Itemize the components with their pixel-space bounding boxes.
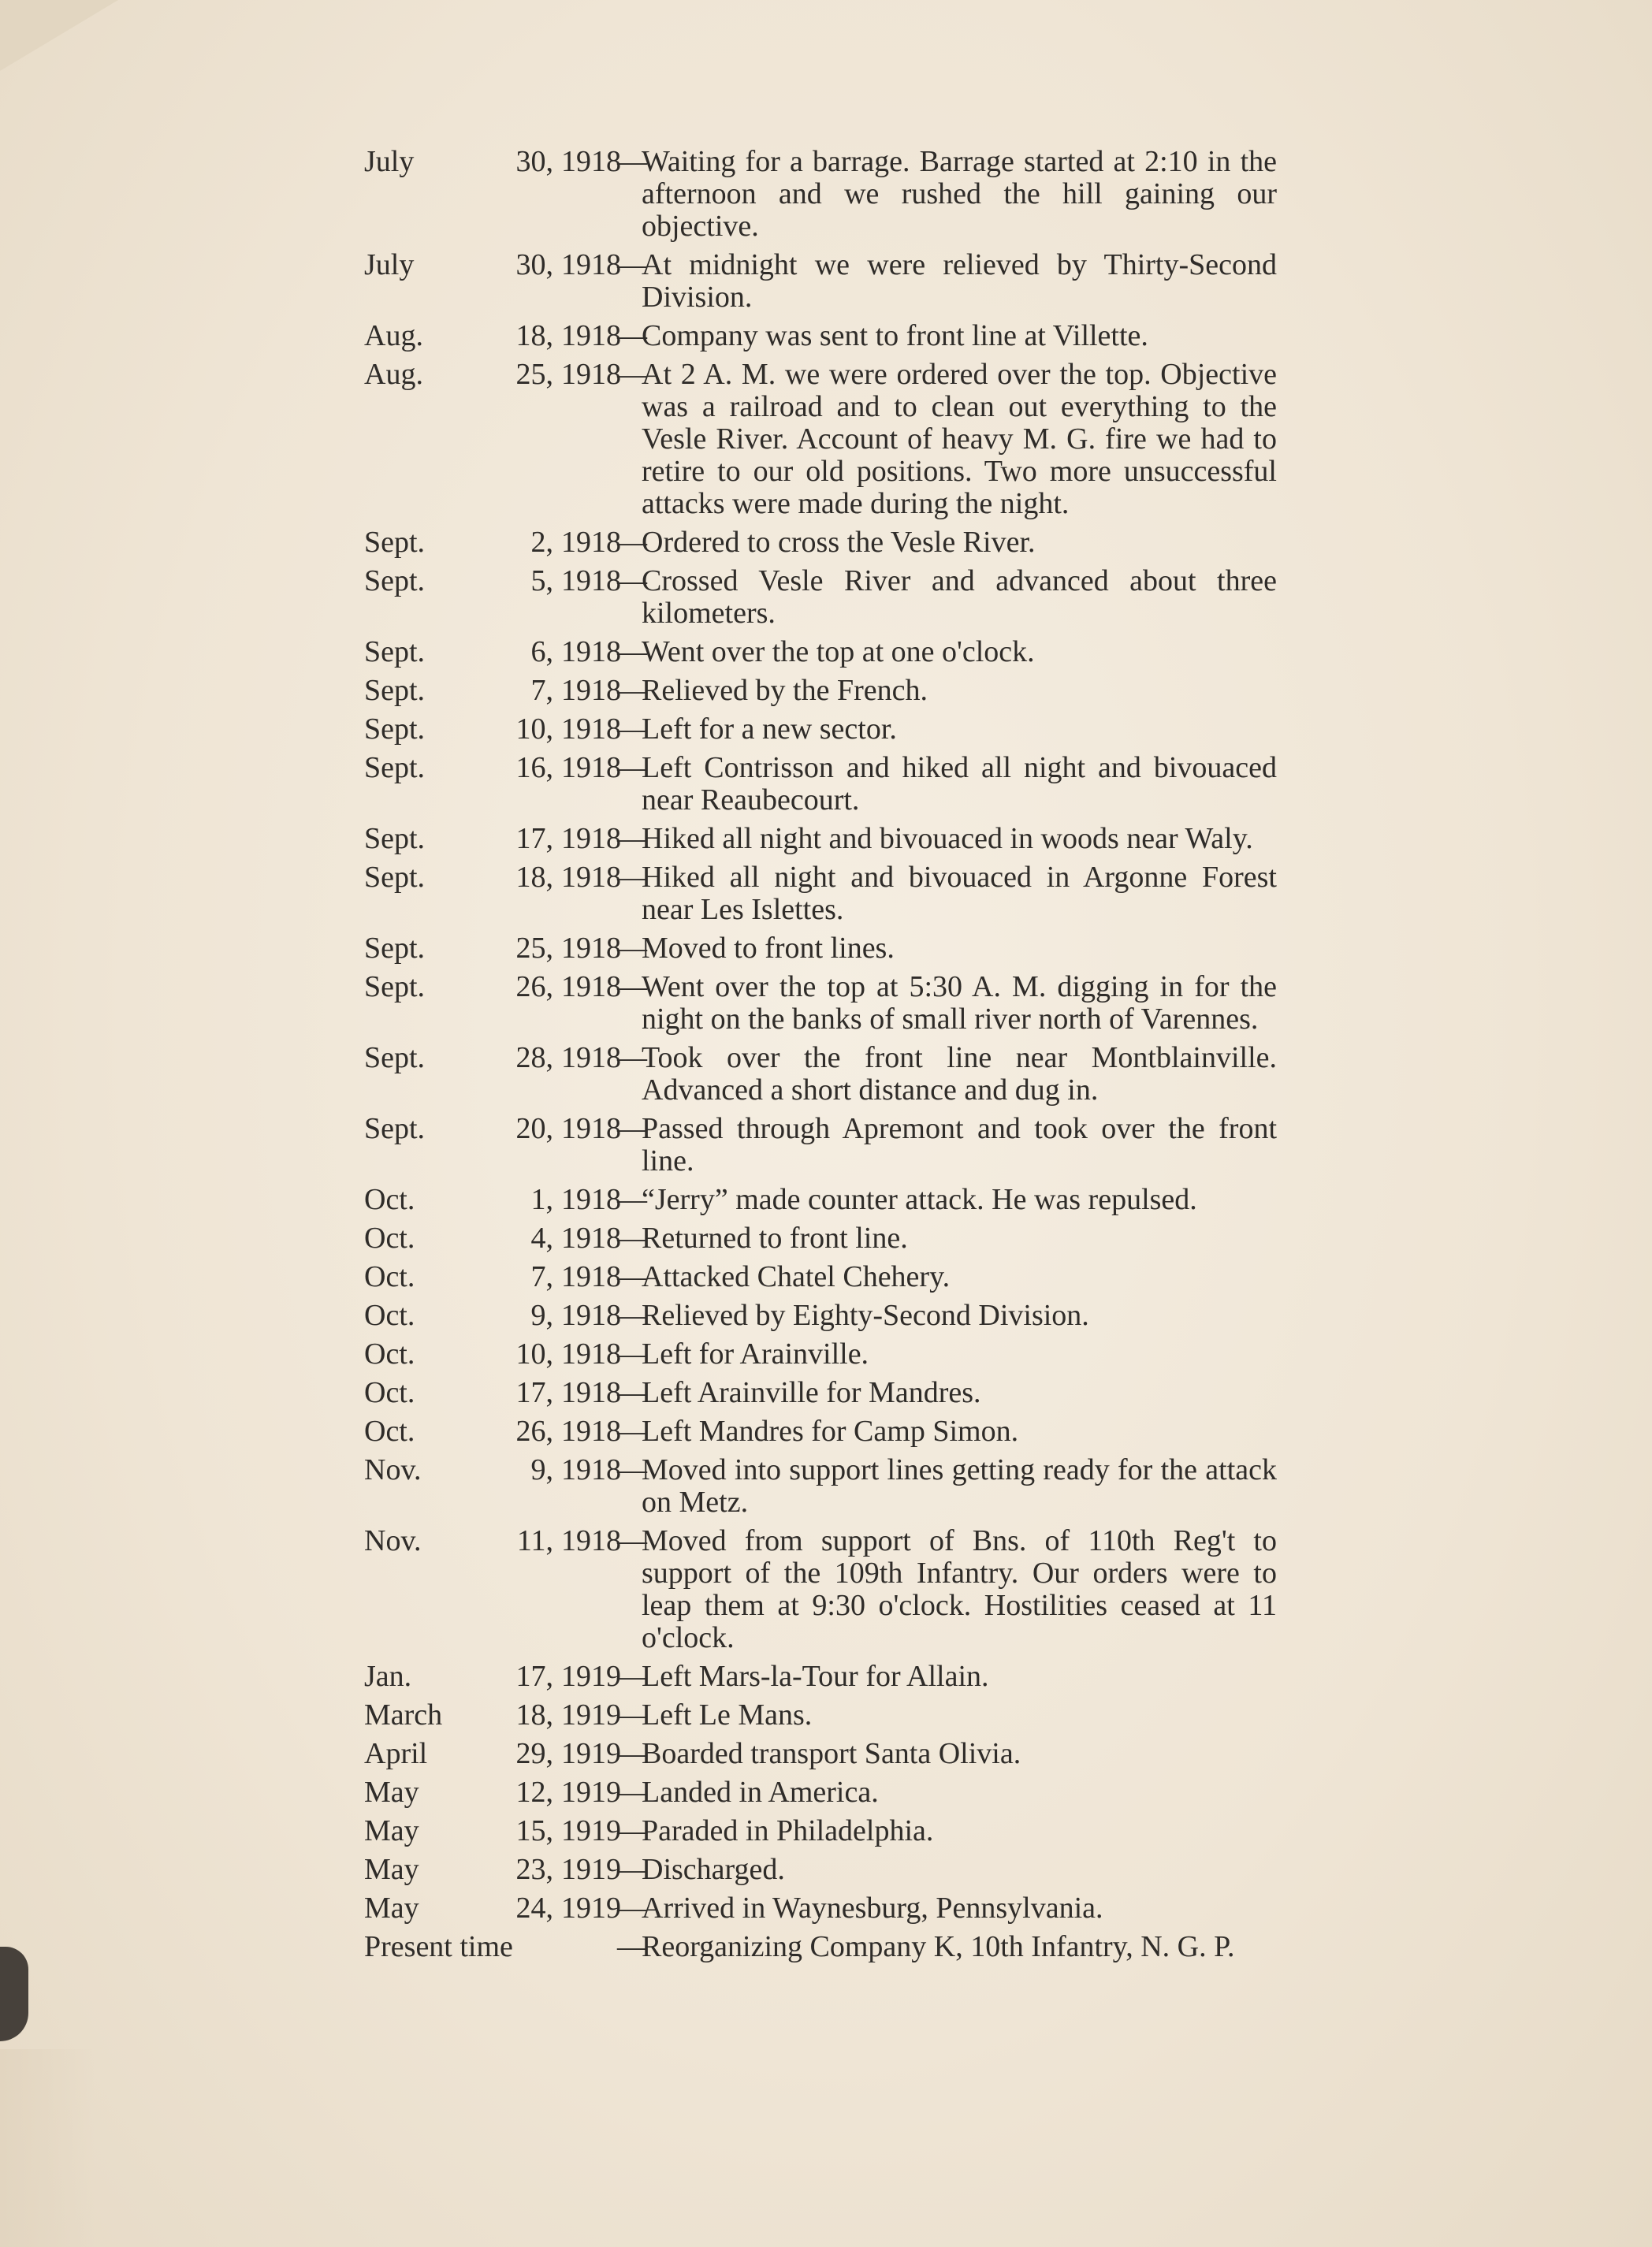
entry-day: 18, xyxy=(515,1698,553,1732)
entry-month: Aug. xyxy=(364,358,423,391)
entry-dash: — xyxy=(617,751,647,784)
entry-text: At 2 A. M. we were ordered over the top. Objective was a railroad and to clean out everything to the Vesle River. Account of heavy M. G. fire we had to retire to our old positions. Two more unsuccessful attacks were made during the night. xyxy=(642,358,1277,520)
entry-dash: — xyxy=(617,1698,647,1732)
entry-year: 1918 xyxy=(561,1299,621,1332)
chronology-entry xyxy=(364,1815,1310,1847)
entry-year: 1918 xyxy=(561,145,621,178)
entry-month: Oct. xyxy=(364,1183,415,1216)
entry-text: Hiked all night and bivouaced in Argonne Forest near Les Islettes. xyxy=(642,861,1277,926)
entry-day: 1, xyxy=(530,1183,553,1216)
chronology-entry xyxy=(364,1776,1310,1809)
entry-text: Waiting for a barrage. Barrage started at 2:10 in the afternoon and we rushed the hill gaining our objective. xyxy=(642,145,1277,243)
entry-dash: — xyxy=(617,822,647,855)
chronology-entry xyxy=(364,1931,1310,1963)
entry-month: July xyxy=(364,145,415,178)
entry-month: Present time xyxy=(364,1930,513,1963)
entry-dash: — xyxy=(617,319,647,352)
entry-year: 1918 xyxy=(561,822,621,855)
entry-text: Passed through Apremont and took over the front line. xyxy=(642,1112,1277,1177)
entry-day: 10, xyxy=(515,1337,553,1371)
entry-text: Ordered to cross the Vesle River. xyxy=(642,526,1036,559)
entry-year: 1919 xyxy=(561,1776,621,1809)
chronology-entry xyxy=(364,752,1310,817)
entry-month: Nov. xyxy=(364,1524,422,1557)
chronology-entry xyxy=(364,359,1310,520)
entry-month: May xyxy=(364,1892,419,1925)
entry-dash: — xyxy=(617,1524,647,1557)
entry-month: April xyxy=(364,1737,428,1770)
entry-dash: — xyxy=(617,1930,647,1963)
entry-month: Nov. xyxy=(364,1453,422,1486)
chronology-entry xyxy=(364,1113,1310,1177)
entry-month: Sept. xyxy=(364,712,426,746)
entry-year: 1919 xyxy=(561,1660,621,1693)
entry-month: Oct. xyxy=(364,1260,415,1293)
entry-dash: — xyxy=(617,1814,647,1847)
chronology-entry xyxy=(364,971,1310,1036)
entry-month: Oct. xyxy=(364,1299,415,1332)
entry-dash: — xyxy=(617,1737,647,1770)
entry-year: 1918 xyxy=(561,970,621,1003)
entry-dash: — xyxy=(617,1376,647,1409)
entry-day: 17, xyxy=(515,1660,553,1693)
chronology-entry xyxy=(364,249,1310,314)
entry-day: 20, xyxy=(515,1112,553,1145)
entry-day: 9, xyxy=(530,1453,553,1486)
chronology-entry xyxy=(364,1699,1310,1732)
entry-month: Sept. xyxy=(364,564,426,597)
entry-year: 1918 xyxy=(561,1183,621,1216)
worn-edge xyxy=(0,2049,95,2247)
chronology-entry xyxy=(364,1377,1310,1409)
entry-day: 7, xyxy=(530,674,553,707)
entry-day: 7, xyxy=(530,1260,553,1293)
entry-day: 17, xyxy=(515,822,553,855)
entry-year: 1918 xyxy=(561,1260,621,1293)
entry-year: 1919 xyxy=(561,1892,621,1925)
entry-day: 28, xyxy=(515,1041,553,1074)
entry-year: 1918 xyxy=(561,1524,621,1557)
entry-day: 4, xyxy=(530,1222,553,1255)
entry-month: Sept. xyxy=(364,1041,426,1074)
entry-day: 30, xyxy=(515,248,553,281)
entry-day: 5, xyxy=(530,564,553,597)
chronology-entry xyxy=(364,1454,1310,1519)
entry-text: Moved to front lines. xyxy=(642,932,895,965)
entry-year: 1918 xyxy=(561,1376,621,1409)
chronology-entry xyxy=(364,1184,1310,1216)
entry-dash: — xyxy=(617,248,647,281)
entry-text: Company was sent to front line at Villette. xyxy=(642,319,1148,352)
entry-dash: — xyxy=(617,635,647,668)
chronology-entry xyxy=(364,1300,1310,1332)
entry-text: Went over the top at 5:30 A. M. digging in for the night on the banks of small river north of Varennes. xyxy=(642,970,1277,1036)
entry-text: Left Mars-la-Tour for Allain. xyxy=(642,1660,989,1693)
entry-year: 1918 xyxy=(561,861,621,894)
entry-text: Left Contrisson and hiked all night and bivouaced near Reaubecourt. xyxy=(642,751,1277,817)
entry-dash: — xyxy=(617,1222,647,1255)
entry-dash: — xyxy=(617,1776,647,1809)
entry-month: Oct. xyxy=(364,1376,415,1409)
entry-month: Aug. xyxy=(364,319,423,352)
chronology-list xyxy=(364,146,1310,1970)
entry-dash: — xyxy=(617,712,647,746)
entry-year: 1919 xyxy=(561,1853,621,1886)
entry-year: 1918 xyxy=(561,1041,621,1074)
entry-text: Moved from support of Bns. of 110th Reg't to support of the 109th Infantry. Our orders were to leap them at 9:30 o'clock. Hostilities ceased at 11 o'clock. xyxy=(642,1524,1277,1654)
entry-day: 2, xyxy=(530,526,553,559)
entry-year: 1918 xyxy=(561,635,621,668)
entry-text: Left for a new sector. xyxy=(642,712,897,746)
entry-text: Hiked all night and bivouaced in woods near Waly. xyxy=(642,822,1253,855)
entry-month: Sept. xyxy=(364,932,426,965)
entry-year: 1918 xyxy=(561,712,621,746)
entry-text: Left Mandres for Camp Simon. xyxy=(642,1415,1019,1448)
entry-year: 1918 xyxy=(561,751,621,784)
entry-text: Reorganizing Company K, 10th Infantry, N. G. P. xyxy=(642,1930,1235,1963)
entry-month: May xyxy=(364,1853,419,1886)
entry-month: Sept. xyxy=(364,674,426,707)
entry-text: Paraded in Philadelphia. xyxy=(642,1814,934,1847)
entry-month: Oct. xyxy=(364,1222,415,1255)
folded-corner xyxy=(0,0,118,71)
chronology-entry xyxy=(364,565,1310,630)
entry-year: 1918 xyxy=(561,932,621,965)
entry-day: 10, xyxy=(515,712,553,746)
entry-year: 1918 xyxy=(561,1337,621,1371)
entry-dash: — xyxy=(617,1660,647,1693)
entry-text: Landed in America. xyxy=(642,1776,879,1809)
chronology-entry xyxy=(364,675,1310,707)
entry-dash: — xyxy=(617,1299,647,1332)
entry-year: 1918 xyxy=(561,319,621,352)
entry-text: At midnight we were relieved by Thirty-Second Division. xyxy=(642,248,1277,314)
entry-dash: — xyxy=(617,1183,647,1216)
entry-dash: — xyxy=(617,1453,647,1486)
entry-text: Returned to front line. xyxy=(642,1222,908,1255)
entry-month: Jan. xyxy=(364,1660,412,1693)
entry-month: Oct. xyxy=(364,1337,415,1371)
chronology-entry xyxy=(364,1738,1310,1770)
chronology-entry xyxy=(364,1338,1310,1371)
entry-year: 1919 xyxy=(561,1814,621,1847)
entry-day: 17, xyxy=(515,1376,553,1409)
entry-day: 9, xyxy=(530,1299,553,1332)
entry-day: 18, xyxy=(515,861,553,894)
ink-stain xyxy=(0,1947,28,2041)
chronology-entry xyxy=(364,1661,1310,1693)
entry-day: 30, xyxy=(515,145,553,178)
entry-text: Discharged. xyxy=(642,1853,785,1886)
entry-year: 1918 xyxy=(561,358,621,391)
entry-text: Relieved by the French. xyxy=(642,674,928,707)
entry-month: July xyxy=(364,248,415,281)
chronology-entry xyxy=(364,1261,1310,1293)
entry-text: Went over the top at one o'clock. xyxy=(642,635,1035,668)
entry-text: “Jerry” made counter attack. He was repulsed. xyxy=(642,1183,1197,1216)
entry-dash: — xyxy=(617,861,647,894)
chronology-entry xyxy=(364,823,1310,855)
entry-month: May xyxy=(364,1776,419,1809)
entry-year: 1918 xyxy=(561,1453,621,1486)
entry-day: 6, xyxy=(530,635,553,668)
entry-dash: — xyxy=(617,145,647,178)
chronology-entry xyxy=(364,1892,1310,1925)
chronology-entry xyxy=(364,1222,1310,1255)
entry-dash: — xyxy=(617,564,647,597)
entry-text: Moved into support lines getting ready for the attack on Metz. xyxy=(642,1453,1277,1519)
entry-dash: — xyxy=(617,1260,647,1293)
entry-day: 12, xyxy=(515,1776,553,1809)
entry-text: Attacked Chatel Chehery. xyxy=(642,1260,951,1293)
entry-month: Sept. xyxy=(364,1112,426,1145)
entry-month: Oct. xyxy=(364,1415,415,1448)
entry-dash: — xyxy=(617,674,647,707)
entry-day: 16, xyxy=(515,751,553,784)
entry-text: Left Arainville for Mandres. xyxy=(642,1376,981,1409)
entry-text: Took over the front line near Montblainville. Advanced a short distance and dug in. xyxy=(642,1041,1277,1107)
entry-dash: — xyxy=(617,526,647,559)
entry-day: 18, xyxy=(515,319,553,352)
entry-dash: — xyxy=(617,970,647,1003)
entry-month: Sept. xyxy=(364,635,426,668)
entry-year: 1918 xyxy=(561,1415,621,1448)
entry-dash: — xyxy=(617,1112,647,1145)
entry-month: Sept. xyxy=(364,751,426,784)
entry-month: Sept. xyxy=(364,822,426,855)
entry-month: Sept. xyxy=(364,526,426,559)
entry-month: Sept. xyxy=(364,861,426,894)
chronology-entry xyxy=(364,1525,1310,1654)
entry-day: 26, xyxy=(515,1415,553,1448)
entry-year: 1918 xyxy=(561,564,621,597)
entry-text: Relieved by Eighty-Second Division. xyxy=(642,1299,1089,1332)
entry-day: 26, xyxy=(515,970,553,1003)
chronology-entry xyxy=(364,1416,1310,1448)
entry-text: Crossed Vesle River and advanced about three kilometers. xyxy=(642,564,1277,630)
chronology-entry xyxy=(364,320,1310,352)
chronology-entry xyxy=(364,861,1310,926)
entry-year: 1918 xyxy=(561,1222,621,1255)
entry-year: 1919 xyxy=(561,1737,621,1770)
entry-dash: — xyxy=(617,1853,647,1886)
entry-day: 24, xyxy=(515,1892,553,1925)
entry-day: 23, xyxy=(515,1853,553,1886)
entry-dash: — xyxy=(617,358,647,391)
entry-year: 1918 xyxy=(561,674,621,707)
entry-year: 1919 xyxy=(561,1698,621,1732)
chronology-entry xyxy=(364,713,1310,746)
entry-year: 1918 xyxy=(561,526,621,559)
chronology-entry xyxy=(364,1854,1310,1886)
entry-month: Sept. xyxy=(364,970,426,1003)
entry-dash: — xyxy=(617,1041,647,1074)
chronology-entry xyxy=(364,932,1310,965)
entry-year: 1918 xyxy=(561,1112,621,1145)
entry-month: May xyxy=(364,1814,419,1847)
entry-dash: — xyxy=(617,1337,647,1371)
entry-dash: — xyxy=(617,932,647,965)
entry-day: 25, xyxy=(515,932,553,965)
entry-text: Arrived in Waynesburg, Pennsylvania. xyxy=(642,1892,1103,1925)
chronology-entry xyxy=(364,1042,1310,1107)
entry-text: Left for Arainville. xyxy=(642,1337,869,1371)
entry-day: 15, xyxy=(515,1814,553,1847)
entry-month: March xyxy=(364,1698,443,1732)
entry-text: Boarded transport Santa Olivia. xyxy=(642,1737,1021,1770)
entry-day: 11, xyxy=(516,1524,553,1557)
chronology-entry xyxy=(364,526,1310,559)
entry-text: Left Le Mans. xyxy=(642,1698,813,1732)
entry-year: 1918 xyxy=(561,248,621,281)
entry-dash: — xyxy=(617,1415,647,1448)
entry-day: 25, xyxy=(515,358,553,391)
entry-day: 29, xyxy=(515,1737,553,1770)
chronology-entry xyxy=(364,146,1310,243)
chronology-entry xyxy=(364,636,1310,668)
entry-dash: — xyxy=(617,1892,647,1925)
